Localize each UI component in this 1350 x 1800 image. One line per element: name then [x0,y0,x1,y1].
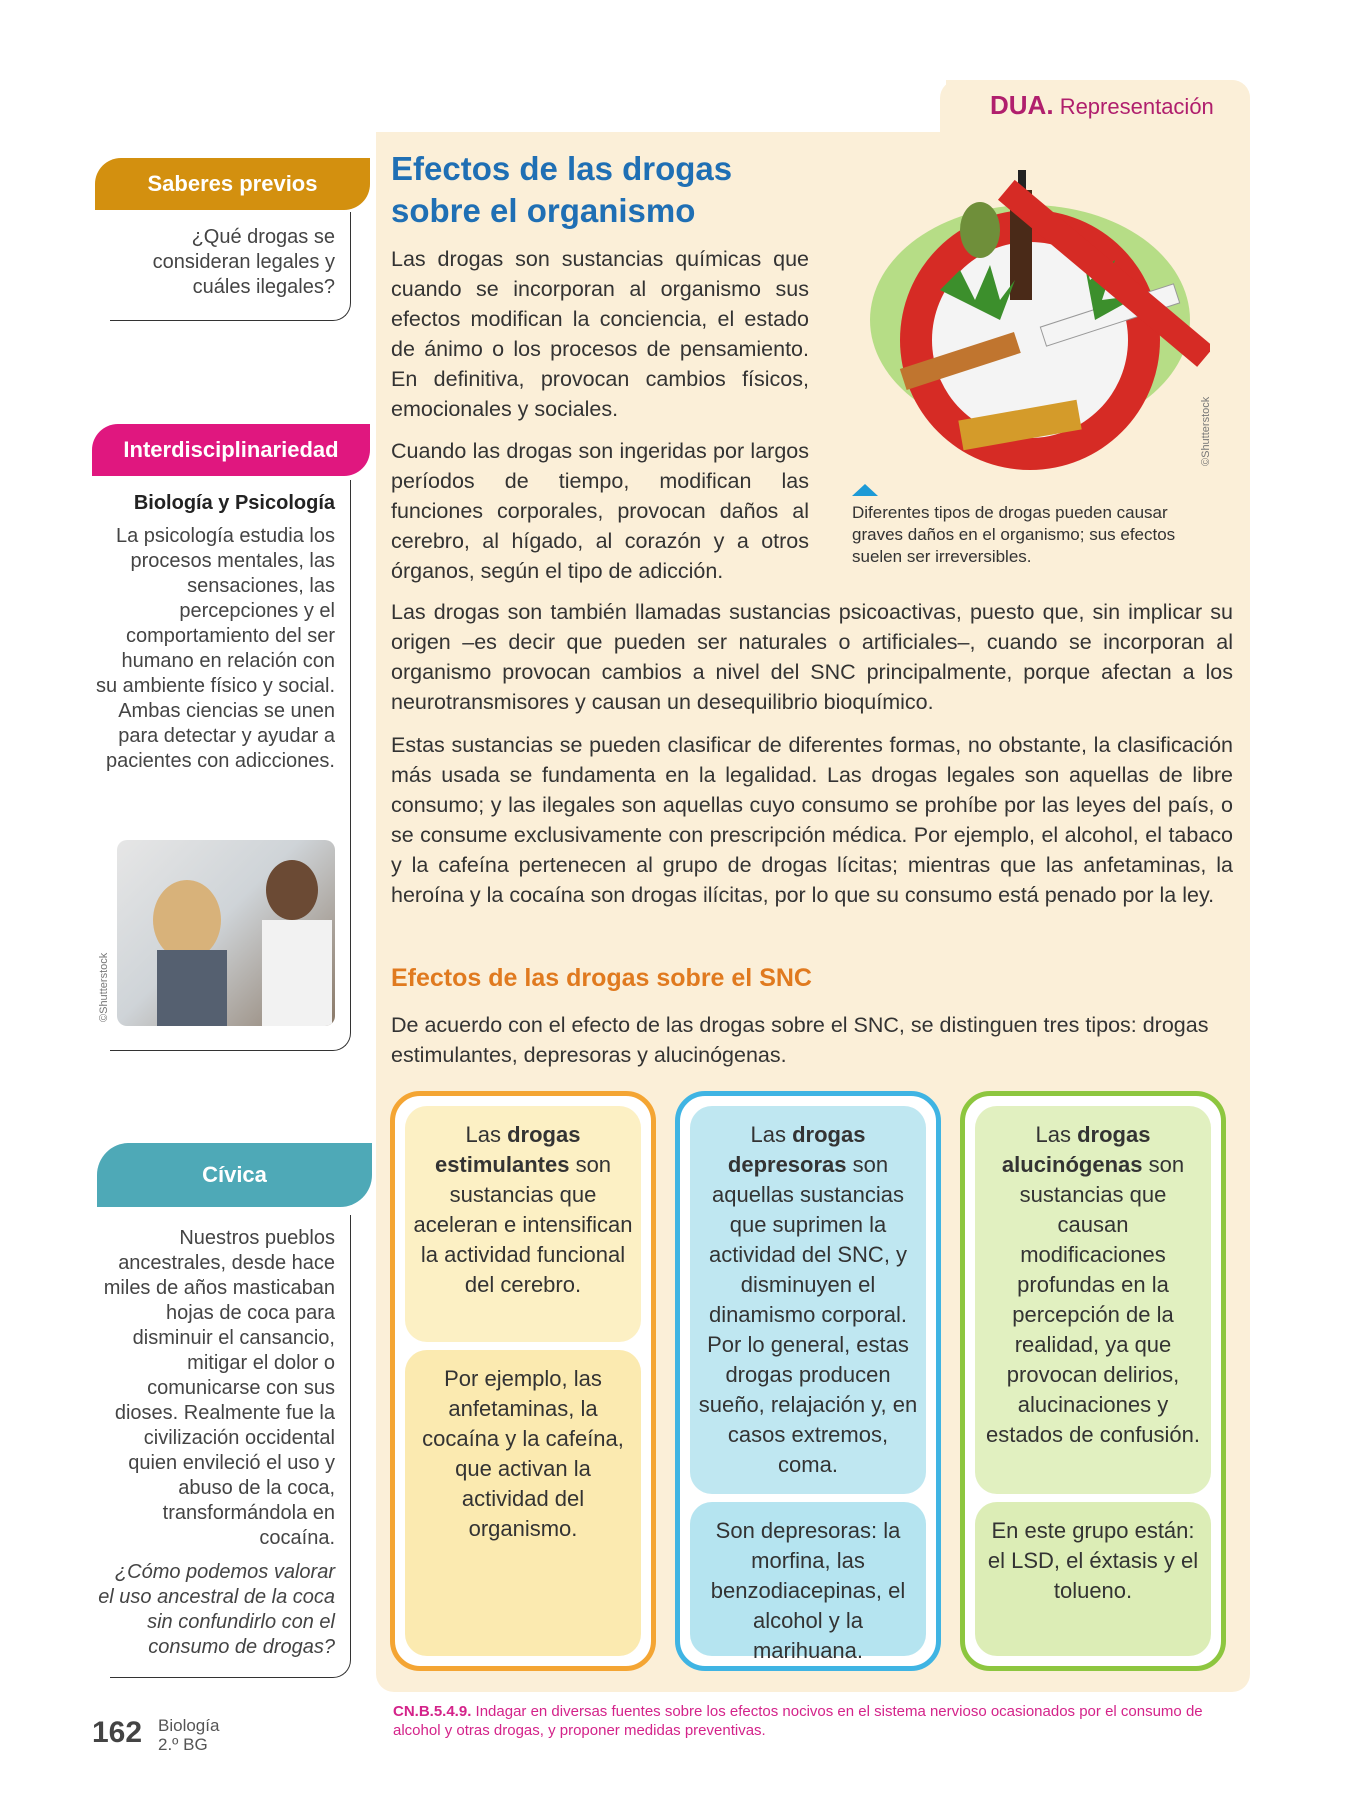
panel-notch [376,80,946,132]
card-depresoras [675,1091,941,1671]
card-term: drogas estimulantes [434,1122,581,1177]
civica-question: ¿Cómo podemos valorar el uso ancestral de la coca sin confundirlo con el consumo de drogas? [98,1561,335,1658]
page-number: 162 [92,1716,143,1749]
therapy-photo-illustration [117,840,335,1026]
photo-credit: ©Shutterstock [98,952,110,1022]
card-post: son sustancias que aceleran e intensifican la actividad funcional del cerebro. [413,1152,633,1297]
card-example: Por ejemplo, las anfetaminas, la cocaína y la cafeína, que activan la actividad del organismo. [405,1350,641,1656]
paragraph-5: De acuerdo con el efecto de las drogas sobre el SNC, se distinguen tres tipos: drogas estimulantes, depresoras y alucinógenas. [391,1013,1209,1067]
inter-body: La psicología estudia los procesos mentales, las sensaciones, las percepciones y el comportamiento del ser humano en relación con su ambiente físico y social. Ambas ciencias se unen para detectar y ayudar a pacientes con adicciones. [96,525,335,772]
card-alucinogenas [960,1091,1226,1671]
card-estimulantes [390,1091,656,1671]
dua-label [990,90,1214,121]
card-term: drogas depresoras [727,1122,866,1177]
card-accent [1025,1091,1145,1096]
image-caption: Diferentes tipos de drogas pueden causar graves daños en el organismo; sus efectos suelen ser irreversibles. [852,503,1176,566]
civica-body: Nuestros pueblos ancestrales, desde hace miles de años masticaban hojas de coca para disminuir el cansancio, mitigar el dolor o comunicarse con sus dioses. Realmente fue la civilización occidental quien envileció el uso y abuso de la coca, transformándola en cocaína. [103,1227,335,1549]
curriculum-criterion [393,1702,1243,1740]
caption-triangle-icon [852,484,878,496]
civica-label: Cívica [97,1143,372,1207]
card-accent [740,1091,860,1096]
card-example: En este grupo están: el LSD, el éxtasis y el tolueno. [975,1502,1211,1656]
card-pre: Las [465,1122,508,1147]
card-pre: Las [750,1122,793,1147]
grade: 2.º BG [158,1735,208,1754]
card-post: son sustancias que causan modificaciones profundas en la percepción de la realidad, ya que provocan delirios, alucinaciones y estados de confusión. [985,1152,1201,1447]
card-description [975,1106,1211,1494]
subject-name: Biología [158,1716,220,1735]
page-title: Efectos de las drogas sobre el organismo [391,150,733,229]
criterion-text: Indagar en diversas fuentes sobre los efectos nocivos en el sistema nervioso ocasionados por el consumo de alcohol y otras drogas, y proponer medidas preventivas. [393,1703,1203,1739]
card-accent [455,1091,575,1096]
section-subtitle: Efectos de las drogas sobre el SNC [391,964,812,992]
image-credit: ©Shutterstock [1200,396,1212,466]
card-description [690,1106,926,1494]
card-post: son aquellas sustancias que suprimen la actividad del SNC, y disminuyen el dinamismo corporal. Por lo general, estas drogas producen sueño, relajación y, en casos extremos, coma. [698,1152,918,1477]
criterion-code: CN.B.5.4.9. [393,1703,472,1720]
paragraph-2: Cuando las drogas son ingeridas por largos períodos de tiempo, modifican las funciones corporales, provocan daños al cerebro, al hígado, al corazón y a otros órganos, según el tipo de adicción. [391,439,809,583]
card-term: drogas alucinógenas [1001,1122,1151,1177]
dua-text: Representación [1059,94,1214,119]
saberes-previos-label: Saberes previos [95,158,370,210]
interdisciplinariedad-label: Interdisciplinariedad [92,424,370,476]
therapy-photo [117,840,335,1026]
paragraph-1: Las drogas son sustancias químicas que cuando se incorporan al organismo sus efectos modifican la conciencia, el estado de ánimo o los procesos de pensamiento. En definitiva, provocan cambios físicos, emocionales y sociales. [391,247,809,421]
paragraph-4: Estas sustancias se pueden clasificar de diferentes formas, no obstante, la clasificación más usada se fundamenta en la legalidad. Las drogas legales son aquellas de libre consumo; y las ilegales son aquellas cuyo consumo se prohíbe por las leyes del país, o se consume exclusivamente con prescripción médica. Por ejemplo, el alcohol, el tabaco y la cafeína pertenecen al grupo de drogas lícitas; mientras que las anfetaminas, la heroína y la cocaína son drogas ilícitas, por lo que su consumo está penado por la ley. [391,733,1233,907]
drugs-prohibition-image [840,170,1210,490]
inter-heading: Biología y Psicología [133,492,335,514]
saberes-question: ¿Qué drogas se consideran legales y cuáles ilegales? [152,226,335,298]
card-pre: Las [1035,1122,1078,1147]
footer-subject [158,1716,219,1754]
card-description [405,1106,641,1342]
card-example: Son depresoras: la morfina, las benzodiacepinas, el alcohol y la marihuana. [690,1502,926,1656]
paragraph-3: Las drogas son también llamadas sustancias psicoactivas, puesto que, sin implicar su origen –es decir que pueden ser naturales o artificiales–, cuando se incorporan al organismo provocan cambios a nivel del SNC principalmente, porque afectan a los neurotransmisores y causan un desequilibrio bioquímico. [391,600,1233,714]
dua-bold: DUA. [990,90,1054,120]
